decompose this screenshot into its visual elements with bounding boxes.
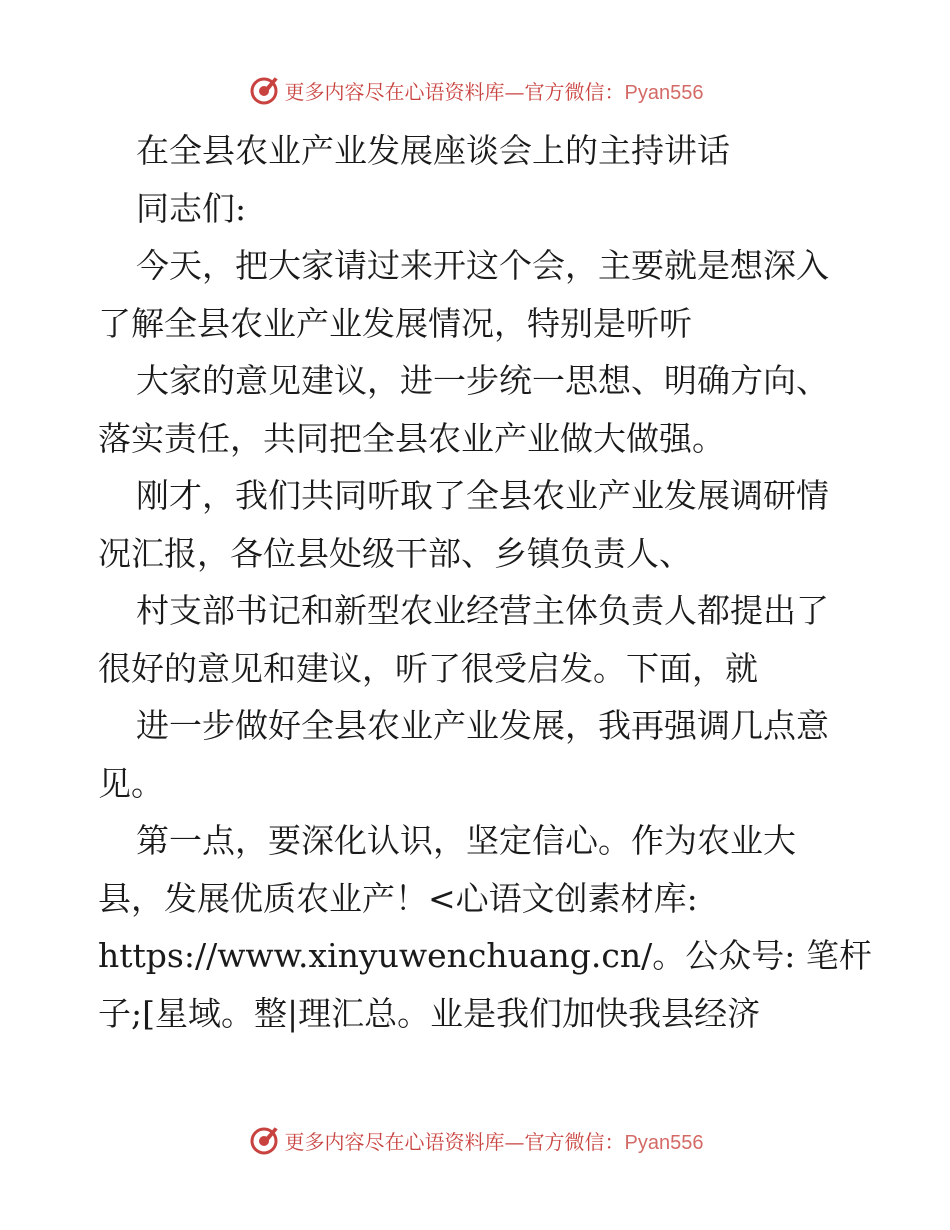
document-salutation: 同志们: xyxy=(136,188,247,228)
body-line: 大家的意见建议，进一步统一思想、明确方向、 xyxy=(136,361,829,400)
body-line: 村支部书记和新型农业经营主体负责人都提出了 xyxy=(136,591,829,630)
body-line: 况汇报，各位县处级干部、乡镇负责人、 xyxy=(98,533,692,573)
footer-banner-text xyxy=(285,1126,704,1155)
body-line: 今天，把大家请过来开这个会，主要就是想深入 xyxy=(136,246,829,285)
footer-banner-wechat-label: 官方微信： xyxy=(524,1129,625,1154)
header-banner xyxy=(0,70,950,110)
body-line: 见。 xyxy=(98,763,164,803)
footer-banner-slogan: 更多内容尽在心语资料库 xyxy=(284,1129,505,1154)
header-banner-text xyxy=(285,76,704,105)
body-line: 第一点，要深化认识，坚定信心。作为农业大 xyxy=(136,821,796,860)
header-banner-dash: — xyxy=(504,79,525,104)
header-banner-wechat-label: 官方微信： xyxy=(524,79,625,104)
document-body xyxy=(98,122,872,1042)
quill-logo-icon xyxy=(247,73,281,107)
header-banner-slogan: 更多内容尽在心语资料库 xyxy=(284,79,505,104)
footer-banner-content xyxy=(247,1123,704,1157)
body-line: 了解全县农业产业发展情况，特别是听听 xyxy=(98,303,692,343)
header-banner-handle: Pyan556 xyxy=(624,81,704,104)
body-line-url: https://www.xinyuwenchuang.cn/。公众号: 笔杆 xyxy=(98,936,872,975)
header-banner-content xyxy=(247,73,704,107)
body-line: 县，发展优质农业产！<心语文创素材库: xyxy=(98,878,698,918)
body-line: 进一步做好全县农业产业发展，我再强调几点意 xyxy=(136,706,829,745)
footer-banner-handle: Pyan556 xyxy=(624,1131,704,1154)
body-line: 很好的意见和建议，听了很受启发。下面，就 xyxy=(98,648,758,688)
document-title: 在全县农业产业发展座谈会上的主持讲话 xyxy=(136,131,730,170)
footer-banner xyxy=(0,1120,950,1160)
body-line: 刚才，我们共同听取了全县农业产业发展调研情 xyxy=(136,476,829,515)
body-line: 落实责任，共同把全县农业产业做大做强。 xyxy=(98,418,725,458)
footer-banner-dash: — xyxy=(504,1129,525,1154)
body-line: 子;[星域。整|理汇总。业是我们加快我县经济 xyxy=(98,993,761,1033)
quill-logo-icon xyxy=(247,1123,281,1157)
